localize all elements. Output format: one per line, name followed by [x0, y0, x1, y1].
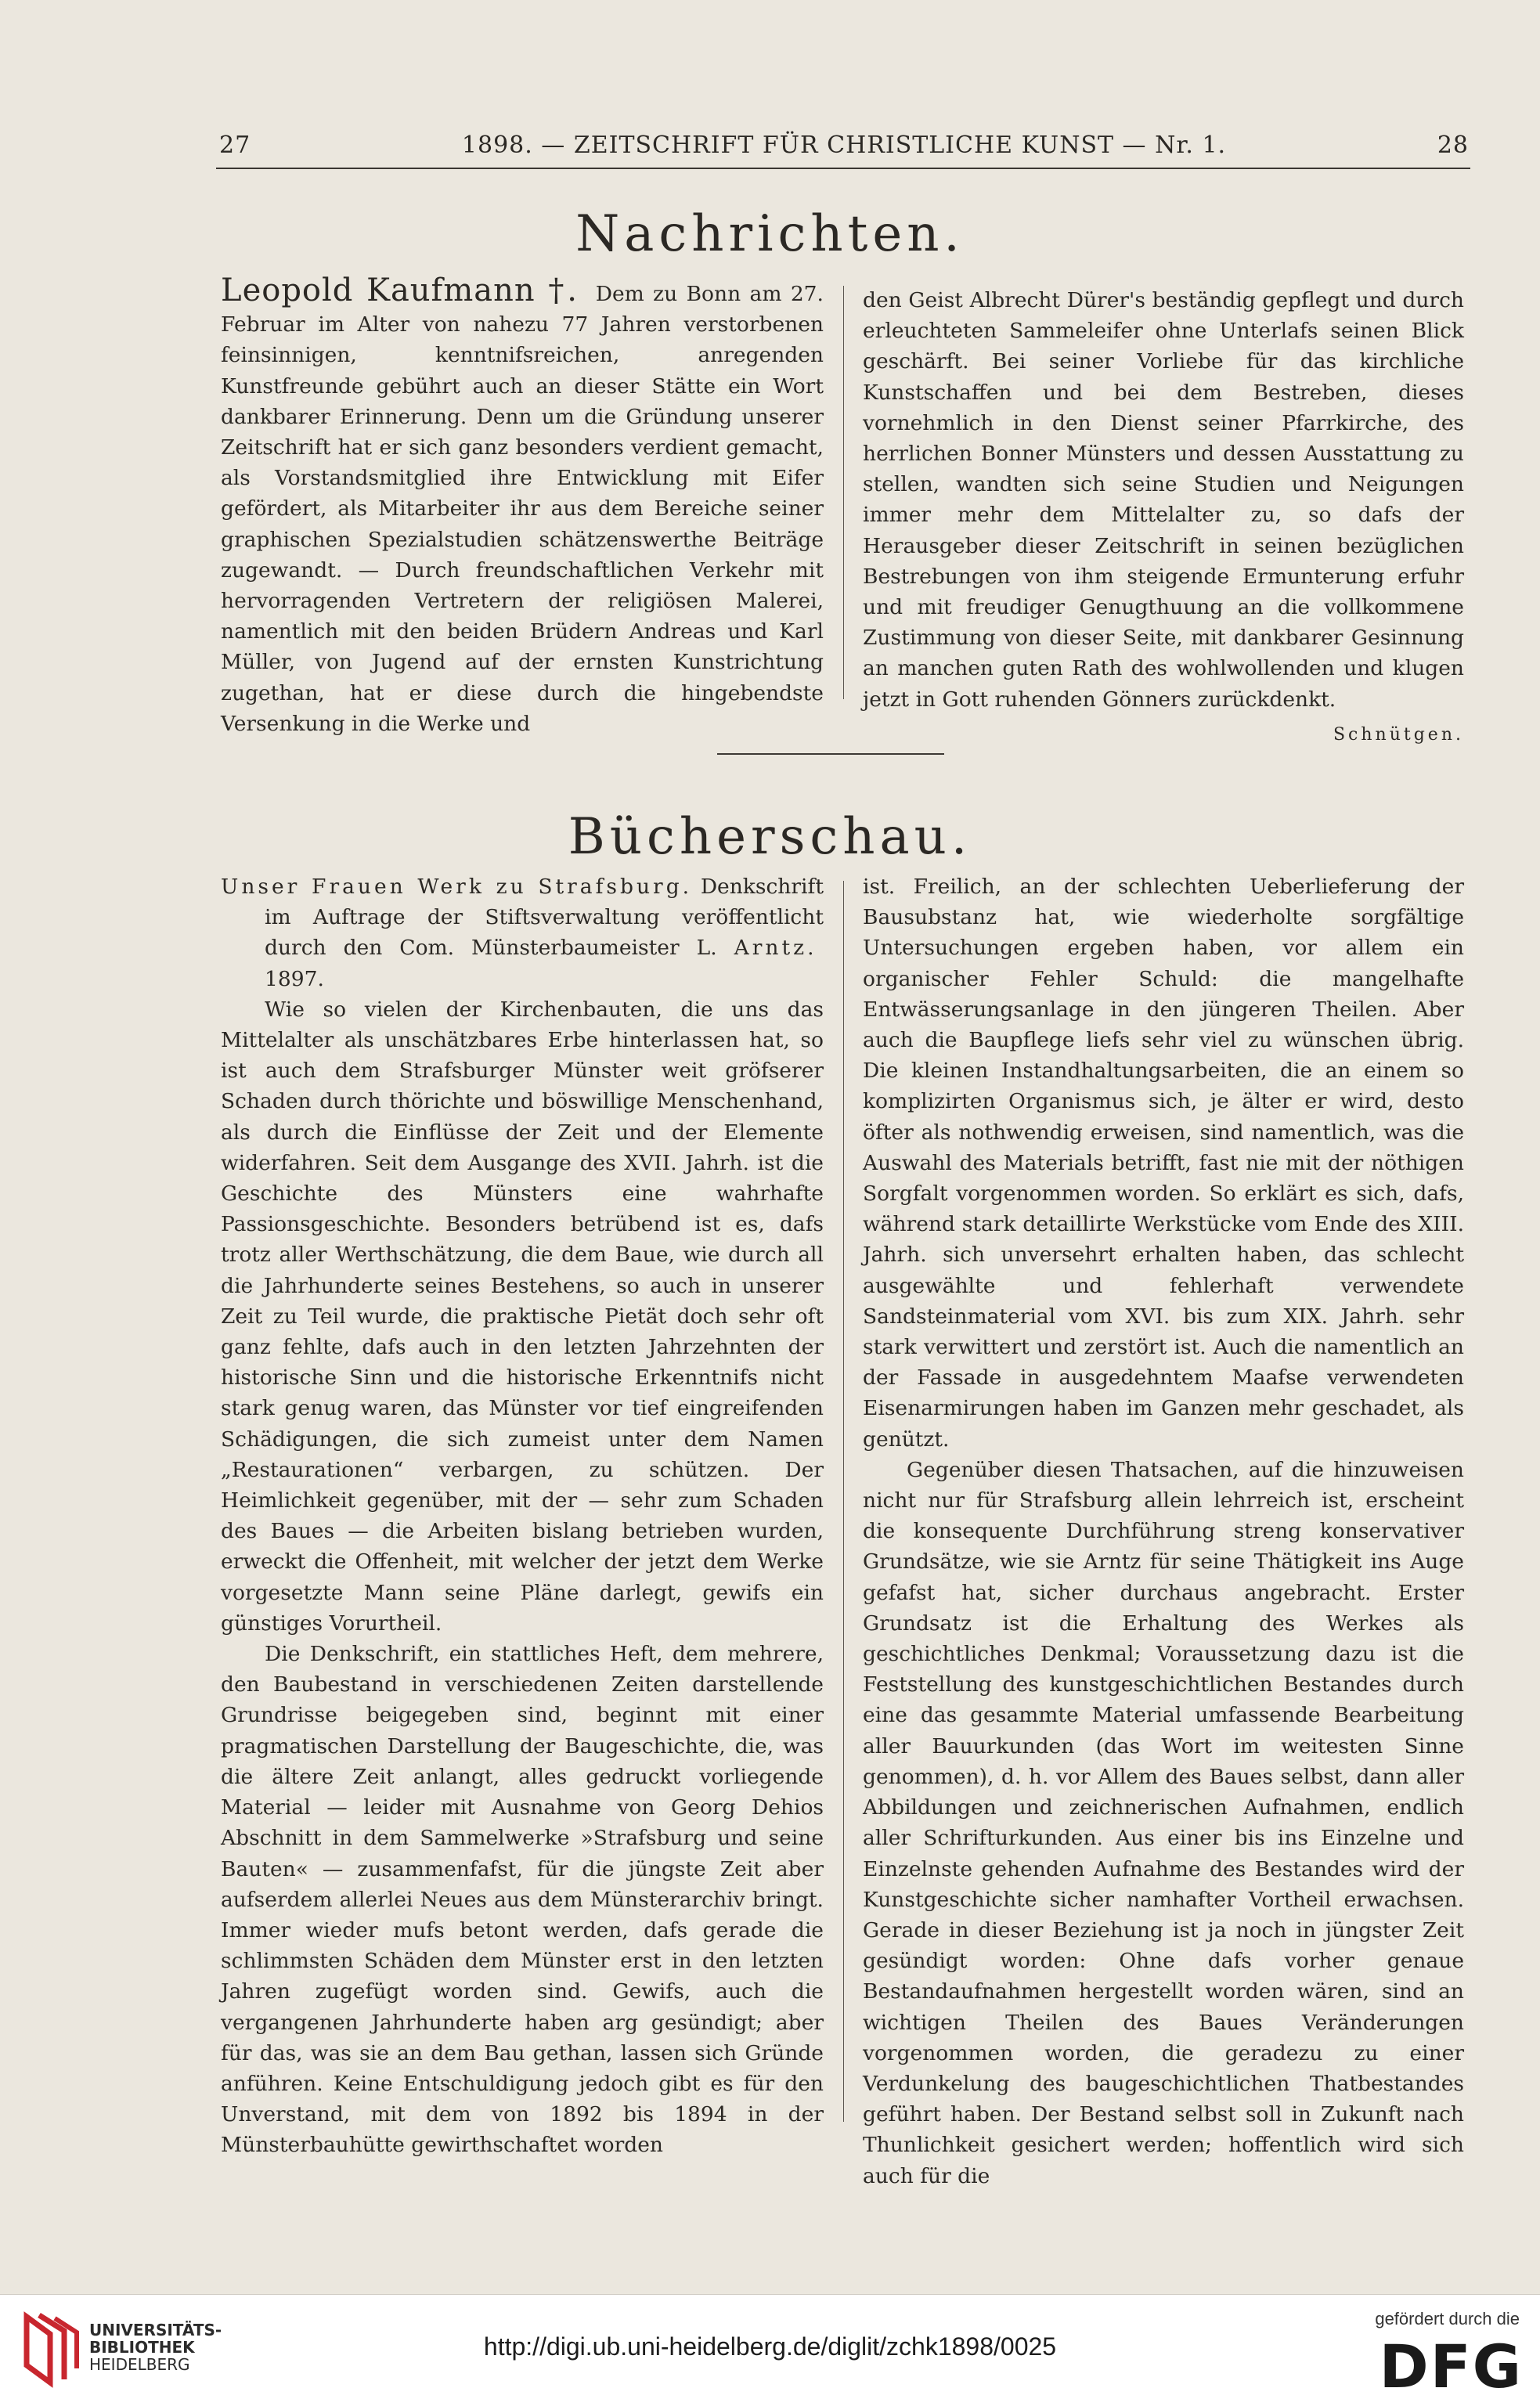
- nachrichten-right-column: [863, 285, 1464, 750]
- digitization-footer: [0, 2294, 1540, 2406]
- header-rule: [216, 168, 1470, 169]
- review-paragraph: ist. Freilich, an der schlechten Ueberlieferung der Bausubstanz hat, wie wiederholte sorgfältige Untersuchungen ergeben haben, vor allem ein organischer Fehler Schuld: die mangelhafte Entwässerungsanlage in den jüngeren Theilen. Aber auch die Baupflege liefs sehr viel zu wünschen übrig. Die kleinen Instandhaltungsarbeiten, die an einem so komplizirten Organismus sich, je älter er wird, desto öfter als nothwendig erweisen, sind namentlich, was die Auswahl des Materials betrifft, fast nie mit der nöthigen Sorgfalt vorgenommen worden. So erklärt es sich, dafs, während stark detaillirte Werkstücke vom Ende des XIII. Jahrh. sich unversehrt erhalten haben, das schlecht ausgewählte und fehlerhaft verwendete Sandsteinmaterial vom XVI. bis zum XIX. Jahrh. sehr stark verwittert und zerstört ist. Auch die namentlich an der Fassade in ausgedehntem Maafse verwendeten Eisenarmirungen haben im Ganzen mehr geschadet, als genützt.: [863, 875, 1464, 1452]
- obituary-name: Leopold Kaufmann †.: [221, 272, 578, 308]
- dfg-logo: DFG: [1379, 2332, 1523, 2401]
- obituary-continuation: den Geist Albrecht Dürer's beständig gepflegt und durch erleuchteten Sammeleifer ohne Unterlafs seinen Blick geschärft. Bei seiner Vorliebe für das kirchliche Kunstschaffen und bei dem Bestreben, dieses vornehmlich in den Dienst seiner Pfarrkirche, des herrlichen Bonner Münsters und dessen Ausstattung zu stellen, wandten sich seine Studien und Neigungen immer mehr dem Mittelalter zu, so dafs der Herausgeber dieser Zeitschrift in seinen bezüglichen Bestrebungen von ihm steigende Ermunterung erfuhr und mit freudiger Genugthuung an die vollkommene Zustimmung von dieser Seite, mit dankbarer Gesinnung an manchen guten Rath des wohlwollenden und klugen jetzt in Gott ruhenden Gönners zurückdenkt. Schnütgen.: [863, 285, 1464, 715]
- author-signature: Schnütgen.: [1333, 724, 1464, 745]
- buecherschau-right-column: [863, 871, 1464, 2191]
- review-paragraph: Gegenüber diesen Thatsachen, auf die hinzuweisen nicht nur für Strafsburg allein lehrreich ist, erscheint die konsequente Durchführung streng konservativer Grundsätze, wie sie Arntz für seine Thätigkeit ins Auge gefafst hat, sicher durchaus angebracht. Erster Grundsatz ist die Erhaltung des Werkes als geschichtliches Denkmal; Voraussetzung dazu ist die Feststellung des kunstgeschichtlichen Bestandes durch eine das gesammte Material umfassende Bearbeitung aller Bauurkunden (das Wort im weitesten Sinne genommen), d. h. vor Allem des Baues selbst, dann aller Abbildungen und zeichnerischen Aufnahmen, endlich aller Schrifturkunden. Aus einer bis ins Einzelne und Einzelnste gehenden Aufnahme des Bestandes wird der Kunstgeschichte sicher namhafter Vortheil erwachsen. Gerade in dieser Beziehung ist ja noch in jüngster Zeit gesündigt worden: Ohne dafs vorher genaue Bestandaufnahmen hergestellt worden wären, sind an wichtigen Theilen des Baues Veränderungen vorgenommen worden, die geradezu zu einer Verdunkelung des baugeschichtlichen Thatbestandes geführt haben. Der Bestand selbst soll in Zukunft nach Thunlichkeit gesichert werden; hoffentlich wird sich auch für die: [863, 1457, 1464, 2188]
- obituary-paragraph: [221, 272, 824, 739]
- column-divider: [843, 286, 844, 699]
- permalink-url[interactable]: http://digi.ub.uni-heidelberg.de/diglit/zchk1898/0025: [483, 2332, 1057, 2361]
- book-author: Arntz.: [734, 936, 817, 961]
- library-name: UNIVERSITÄTS- BIBLIOTHEK HEIDELBERG: [89, 2321, 222, 2374]
- page-number-left: 27: [219, 132, 251, 159]
- section-title-buecherschau: Bücherschau.: [568, 808, 972, 866]
- nachrichten-left-column: [221, 272, 824, 739]
- review-paragraph: Wie so vielen der Kirchenbauten, die uns das Mittelalter als unschätzbares Erbe hinterlassen hat, so ist auch dem Strafsburger Münster weit gröfserer Schaden durch thörichte und böswillige Menschenhand, als durch die Einflüsse der Zeit und der Elemente widerfahren. Seit dem Ausgange des XVII. Jahrh. ist die Geschichte des Münsters eine wahrhafte Passionsgeschichte. Besonders betrübend ist es, dafs trotz aller Werthschätzung, die dem Baue, wie durch all die Jahrhunderte seines Bestehens, so auch in unserer Zeit zu Teil wurde, die praktische Pietät doch sehr oft ganz fehlte, dafs auch in den letzten Jahrzehnten der historische Sinn und die historische Erkenntnifs nicht stark genug waren, das Münster vor tief eingreifenden Schädigungen, die sich zumeist unter dem Namen „Restaurationen“ verbargen, zu schützen. Der Heimlichkeit gegenüber, mit der — sehr zum Schaden des Baues — die Arbeiten bislang betrieben wurden, erweckt die Offenheit, mit welcher der jetzt dem Werke vorgesetzte Mann seine Pläne darlegt, gewifs ein günstiges Vorurtheil.: [221, 997, 824, 1636]
- section-title-nachrichten: Nachrichten.: [575, 205, 965, 263]
- funding-label: gefördert durch die: [1375, 2309, 1520, 2328]
- buecherschau-left-column: [221, 871, 824, 2161]
- review-paragraph: Die Denkschrift, ein stattliches Heft, dem mehrere, den Baubestand in verschiedenen Zeiten darstellende Grundrisse beigegeben sind, beginnt mit einer pragmatischen Darstellung der Baugeschichte, die, was die ältere Zeit anlangt, alles gedruckt vorliegende Material — leider mit Ausnahme von Georg Dehios Abschnitt in dem Sammelwerke »Strafsburg und seine Bauten« — zusammenfafst, für die jüngste Zeit aber aufserdem allerlei Neues aus dem Münsterarchiv bringt. Immer wieder mufs betont werden, dafs gerade die schlimmsten Schäden dem Münster erst in den letzten Jahren zugefügt worden sind. Gewifs, auch die vergangenen Jahrhunderte haben arg gesündigt; aber für das, was sie an dem Bau gethan, lassen sich Gründe anführen. Keine Entschuldigung jedoch gibt es für den Unverstand, mit dem von 1892 bis 1894 in der Münsterbauhütte gewirthschaftet worden: [221, 1642, 824, 2158]
- book-title: Unser Frauen Werk zu Strafsburg.: [221, 875, 693, 899]
- journal-header: 1898. — ZEITSCHRIFT FÜR CHRISTLICHE KUNST — Nr. 1.: [461, 132, 1227, 159]
- section-separator: [717, 753, 944, 755]
- book-year: 1897.: [265, 966, 324, 991]
- page-number-right: 28: [1437, 132, 1469, 159]
- book-citation: Unser Frauen Werk zu Strafsburg. Denkschrift im Auftrage der Stiftsverwaltung veröffentlicht durch den Com. Münsterbaumeister L. Arntz. 1897.: [221, 875, 824, 991]
- obituary-text: Dem zu Bonn am 27. Februar im Alter von nahezu 77 Jahren verstorbenen feinsinnigen, kenntnifsreichen, anregenden Kunstfreunde gebührt auch an dieser Stätte ein Wort dankbarer Erinnerung. Denn um die Gründung unserer Zeitschrift hat er sich ganz besonders verdient gemacht, als Vorstandsmitglied ihre Entwicklung mit Eifer gefördert, als Mitarbeiter ihr aus dem Bereiche seiner graphischen Spezialstudien schätzenswerthe Beiträge zugewandt. — Durch freundschaftlichen Verkehr mit hervorragenden Vertretern der religiösen Malerei, namentlich mit den beiden Brüdern Andreas und Karl Müller, von Jugend auf der ernsten Kunstrichtung zugethan, hat er diese durch die hingebendste Versenkung in die Werke und: [221, 282, 824, 736]
- column-divider: [843, 881, 844, 2122]
